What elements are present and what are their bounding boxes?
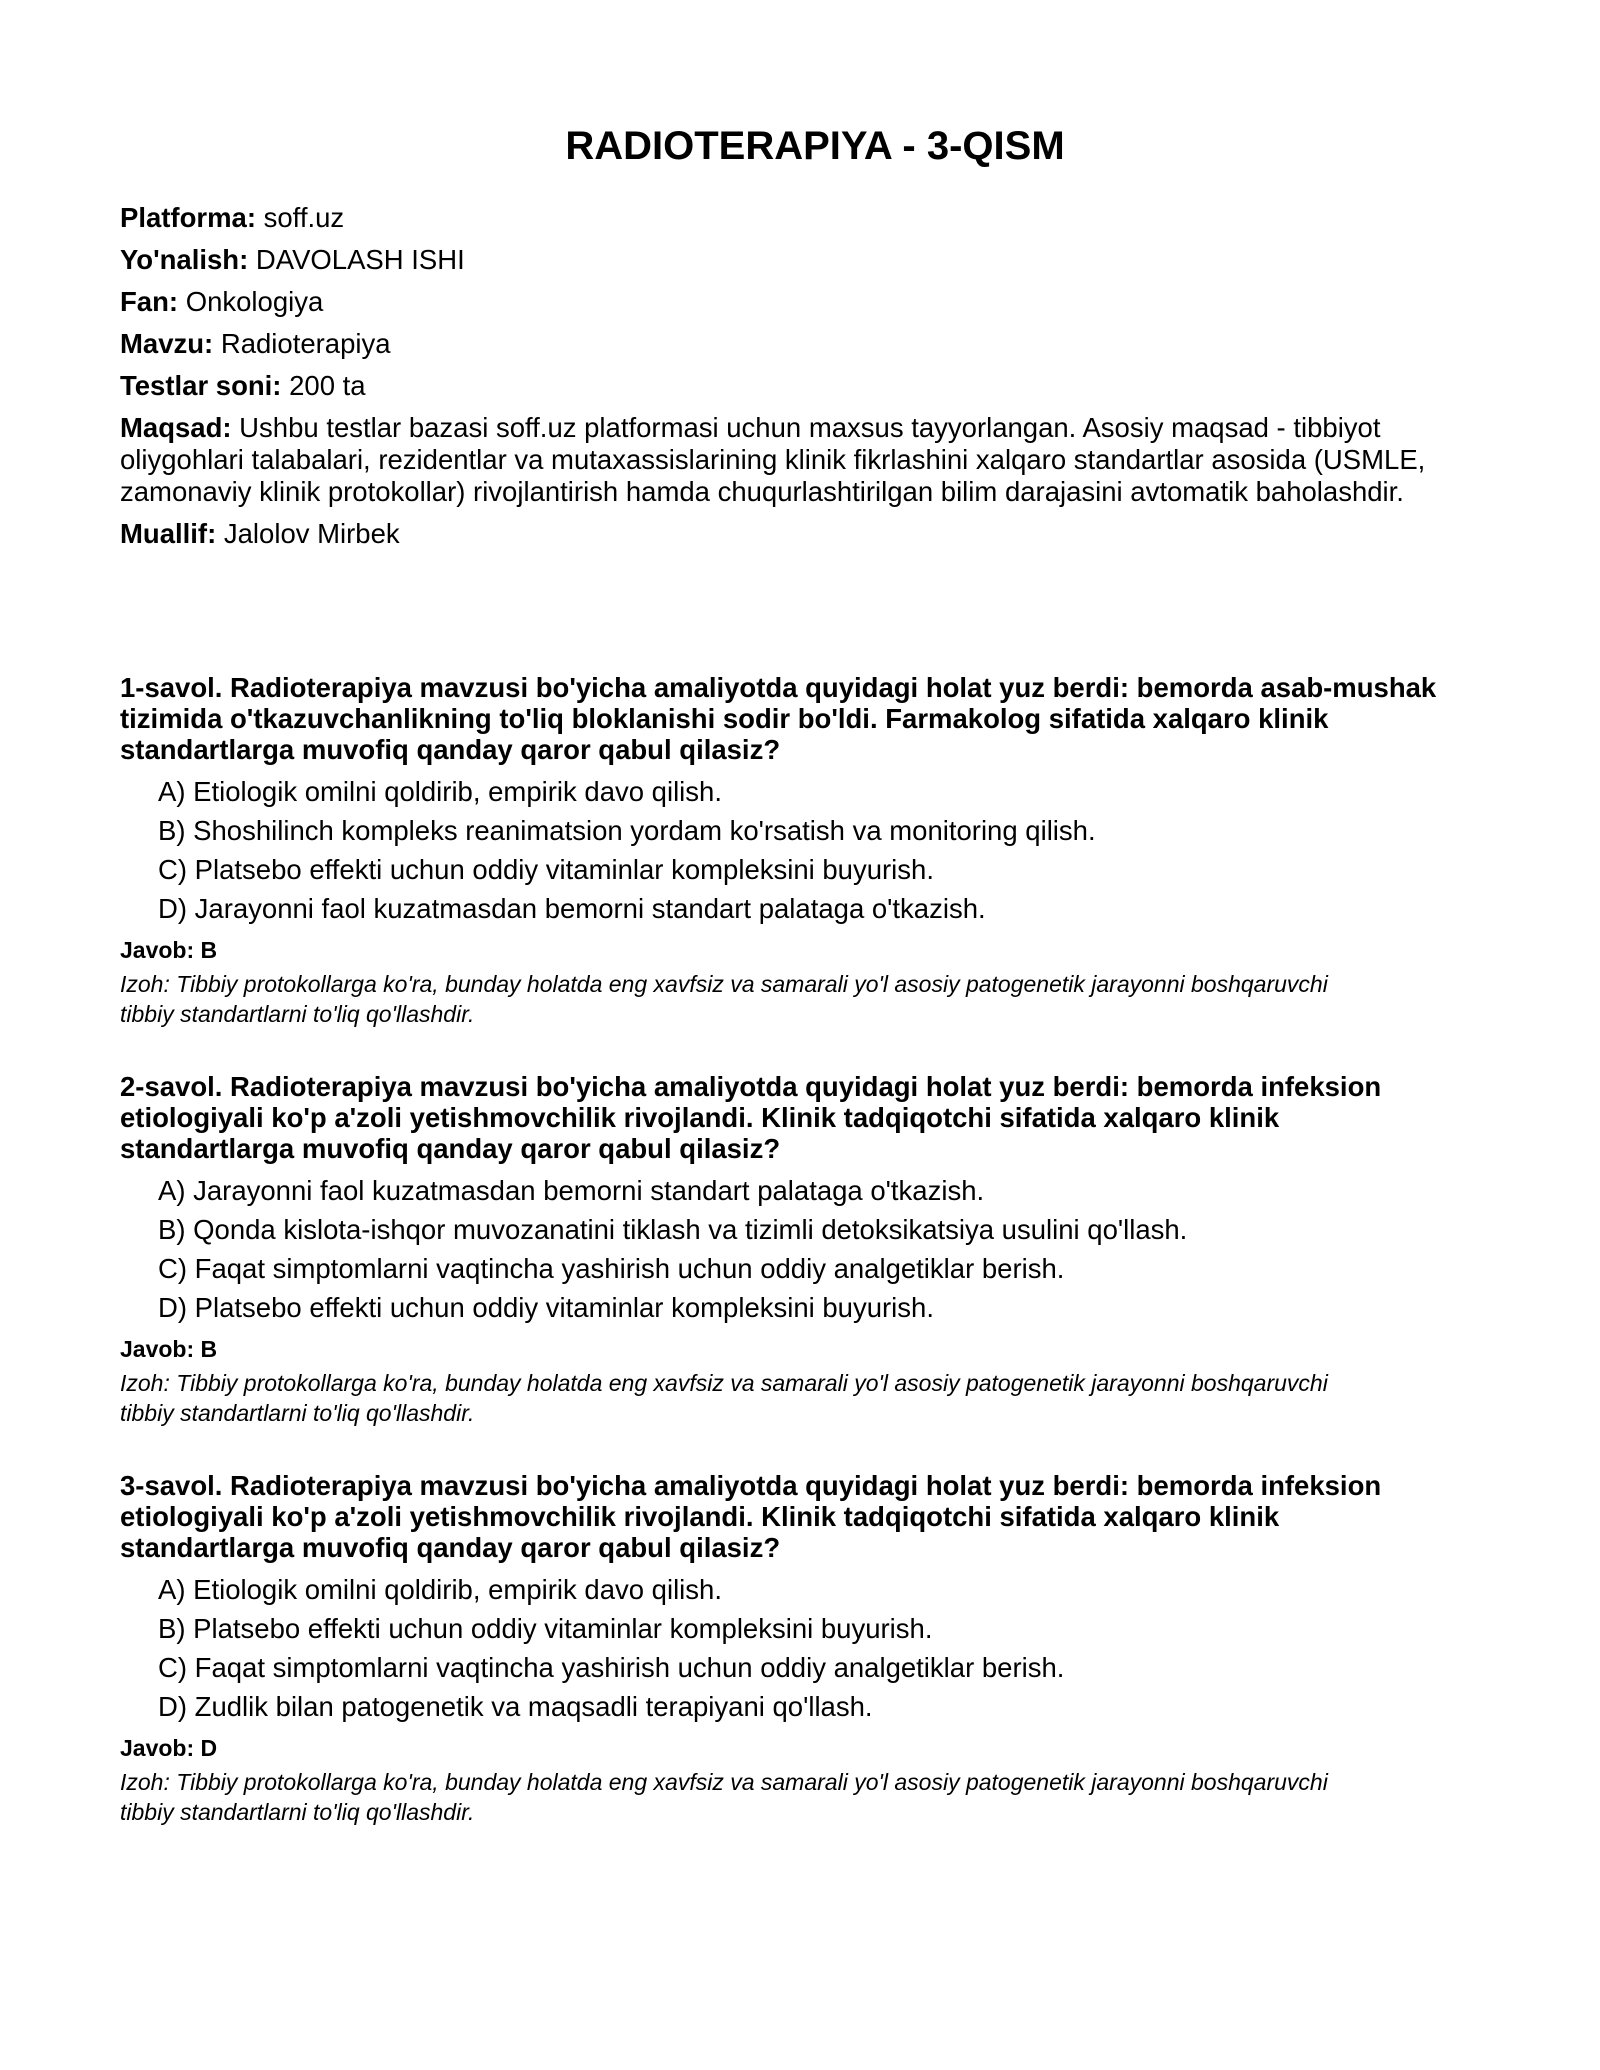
explanation-note: Izoh: Tibbiy protokollarga ko'ra, bunday holatda eng xavfsiz va samarali yo'l asosiy patogenetik jarayonni boshqaruvchi tibbiy standartlarni to'liq qo'llashdir.	[120, 1769, 1328, 1825]
options-list	[120, 775, 1450, 925]
meta-key: Platforma:	[120, 202, 256, 233]
answer-label: Javob: B	[120, 937, 218, 963]
meta-key: Yo'nalish:	[120, 244, 249, 275]
option-c: C) Faqat simptomlarni vaqtincha yashirish uchun oddiy analgetiklar berish.	[158, 1652, 1065, 1683]
option-b: B) Platsebo effekti uchun oddiy vitaminlar kompleksini buyurish.	[158, 1613, 933, 1644]
question-3	[120, 1470, 1450, 1827]
document-title: RADIOTERAPIYA - 3-QISM	[565, 124, 1065, 168]
meta-value: Onkologiya	[178, 286, 324, 317]
option-d: D) Platsebo effekti uchun oddiy vitaminlar kompleksini buyurish.	[158, 1292, 934, 1323]
meta-value: DAVOLASH ISHI	[248, 244, 465, 275]
meta-topic	[120, 328, 1450, 360]
options-list	[120, 1573, 1450, 1723]
question-text: 1-savol. Radioterapiya mavzusi bo'yicha amaliyotda quyidagi holat yuz berdi: bemorda asab-mushak tizimida o'tkazuvchanlikning to'liq bloklanishi sodir bo'ldi. Farmakolog sifatida xalqaro klinik standartlarga muvofiq qanday qaror qabul qilasiz?	[120, 672, 1437, 765]
option-b: B) Qonda kislota-ishqor muvozanatini tiklash va tizimli detoksikatsiya usulini qo'llash.	[158, 1214, 1188, 1245]
option-a: A) Etiologik omilni qoldirib, empirik davo qilish.	[158, 776, 722, 807]
meta-value: Ushbu testlar bazasi soff.uz platformasi uchun maxsus tayyorlangan. Asosiy maqsad - tibbiyot oliygohlari talabalari, rezidentlar va mutaxassislarining klinik fikrlashini xalqaro standartlar asosida (USMLE, zamonaviy klinik protokollar) rivojlantirish hamda chuqurlashtirilgan bilim darajasini avtomatik baholashdir.	[120, 412, 1426, 507]
meta-key: Maqsad:	[120, 412, 232, 443]
meta-key: Mavzu:	[120, 328, 214, 359]
meta-purpose	[120, 412, 1450, 508]
answer-label: Javob: B	[120, 1336, 218, 1362]
meta-key: Muallif:	[120, 518, 217, 549]
question-2	[120, 1071, 1450, 1428]
explanation-note: Izoh: Tibbiy protokollarga ko'ra, bunday holatda eng xavfsiz va samarali yo'l asosiy patogenetik jarayonni boshqaruvchi tibbiy standartlarni to'liq qo'llashdir.	[120, 971, 1328, 1027]
option-d: D) Zudlik bilan patogenetik va maqsadli terapiyani qo'llash.	[158, 1691, 873, 1722]
meta-value: Jalolov Mirbek	[216, 518, 400, 549]
meta-direction	[120, 244, 1450, 276]
meta-platform	[120, 202, 1450, 234]
meta-key: Testlar soni:	[120, 370, 282, 401]
meta-test-count	[120, 370, 1450, 402]
option-c: C) Faqat simptomlarni vaqtincha yashirish uchun oddiy analgetiklar berish.	[158, 1253, 1065, 1284]
explanation-note: Izoh: Tibbiy protokollarga ko'ra, bunday holatda eng xavfsiz va samarali yo'l asosiy patogenetik jarayonni boshqaruvchi tibbiy standartlarni to'liq qo'llashdir.	[120, 1370, 1328, 1426]
option-d: D) Jarayonni faol kuzatmasdan bemorni standart palataga o'tkazish.	[158, 893, 986, 924]
meta-key: Fan:	[120, 286, 179, 317]
meta-value: soff.uz	[256, 202, 345, 233]
meta-subject	[120, 286, 1450, 318]
meta-author	[120, 518, 1450, 550]
meta-value: 200 ta	[281, 370, 366, 401]
answer-label: Javob: D	[120, 1735, 218, 1761]
option-b: B) Shoshilinch kompleks reanimatsion yordam ko'rsatish va monitoring qilish.	[158, 815, 1096, 846]
meta-value: Radioterapiya	[213, 328, 391, 359]
question-text: 2-savol. Radioterapiya mavzusi bo'yicha amaliyotda quyidagi holat yuz berdi: bemorda infeksion etiologiyali ko'p a'zoli yetishmovchilik rivojlandi. Klinik tadqiqotchi sifatida xalqaro klinik standartlarga muvofiq qanday qaror qabul qilasiz?	[120, 1071, 1382, 1164]
option-a: A) Etiologik omilni qoldirib, empirik davo qilish.	[158, 1574, 722, 1605]
questions-list	[120, 672, 1450, 1869]
metadata-section	[120, 202, 1450, 560]
option-a: A) Jarayonni faol kuzatmasdan bemorni standart palataga o'tkazish.	[158, 1175, 985, 1206]
options-list	[120, 1174, 1450, 1324]
question-1	[120, 672, 1450, 1029]
question-text: 3-savol. Radioterapiya mavzusi bo'yicha amaliyotda quyidagi holat yuz berdi: bemorda infeksion etiologiyali ko'p a'zoli yetishmovchilik rivojlandi. Klinik tadqiqotchi sifatida xalqaro klinik standartlarga muvofiq qanday qaror qabul qilasiz?	[120, 1470, 1382, 1563]
option-c: C) Platsebo effekti uchun oddiy vitaminlar kompleksini buyurish.	[158, 854, 934, 885]
